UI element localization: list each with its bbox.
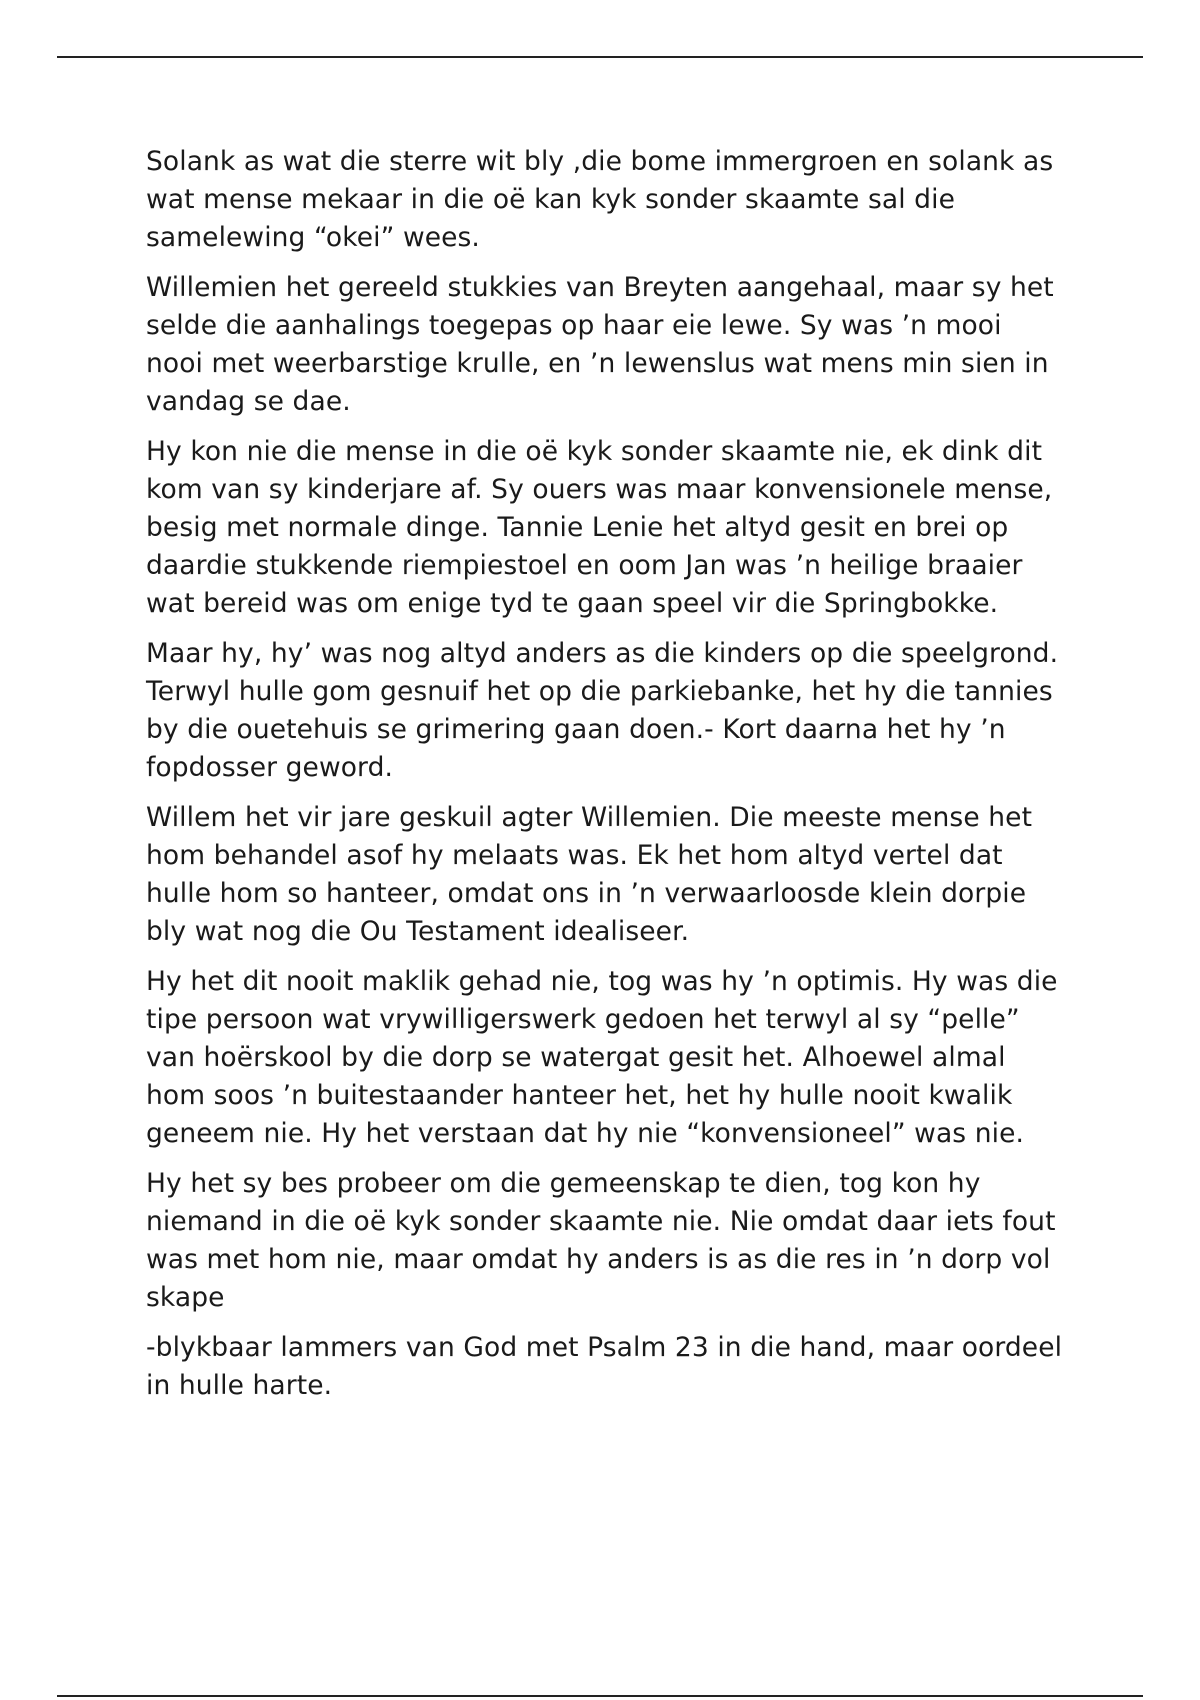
paragraph-2: Willemien het gereeld stukkies van Breyten aangehaal, maar sy het selde die aanhalings toegepas op haar eie lewe. Sy was ’n mooi nooi met weerbarstige krulle, en ’n lewenslus wat mens min sien in vandag se dae. — [146, 272, 1054, 417]
footer-rule — [57, 1695, 1143, 1697]
paragraph-8: -blykbaar lammers van God met Psalm 23 in die hand, maar oordeel in hulle harte. — [146, 1332, 1063, 1401]
paragraph-3: Hy kon nie die mense in die oë kyk sonder skaamte nie, ek dink dit kom van sy kinderjare af. Sy ouers was maar konvensionele mense, besig met normale dinge. Tannie Lenie het altyd gesit en brei op daardie stukkende riempiestoel en oom Jan was ’n heilige braaier wat bereid was om enige tyd te gaan speel vir die Springbokke. — [146, 436, 1053, 619]
paragraph-6: Hy het dit nooit maklik gehad nie, tog was hy ’n optimis. Hy was die tipe persoon wat vrywilligerswerk gedoen het terwyl al sy “pelle” van hoërskool by die dorp se watergat gesit het. Alhoewel almal hom soos ’n buitestaander hanteer het, het hy hulle nooit kwalik geneem nie. Hy het verstaan dat hy nie “konvensioneel” was nie. — [146, 966, 1058, 1149]
header-rule — [57, 56, 1143, 58]
paragraph-7: Hy het sy bes probeer om die gemeenskap te dien, tog kon hy niemand in die oë kyk sonder skaamte nie. Nie omdat daar iets fout was met hom nie, maar omdat hy anders is as die res in ’n dorp vol skape — [146, 1168, 1056, 1313]
paragraph-1: Solank as wat die sterre wit bly ,die bome immergroen en solank as wat mense mekaar in die oë kan kyk sonder skaamte sal die samelewing “okei” wees. — [146, 146, 1054, 253]
paragraph-5: Willem het vir jare geskuil agter Willemien. Die meeste mense het hom behandel asof hy melaats was. Ek het hom altyd vertel dat hulle hom so hanteer, omdat ons in ’n verwaarloosde klein dorpie bly wat nog die Ou Testament idealiseer. — [146, 802, 1033, 947]
document-body — [146, 143, 1066, 1417]
paragraph-4: Maar hy, hy’ was nog altyd anders as die kinders op die speelgrond. Terwyl hulle gom gesnuif het op die parkiebanke, het hy die tannies by die ouetehuis se grimering gaan doen.- Kort daarna het hy ’n fopdosser geword. — [146, 638, 1059, 783]
